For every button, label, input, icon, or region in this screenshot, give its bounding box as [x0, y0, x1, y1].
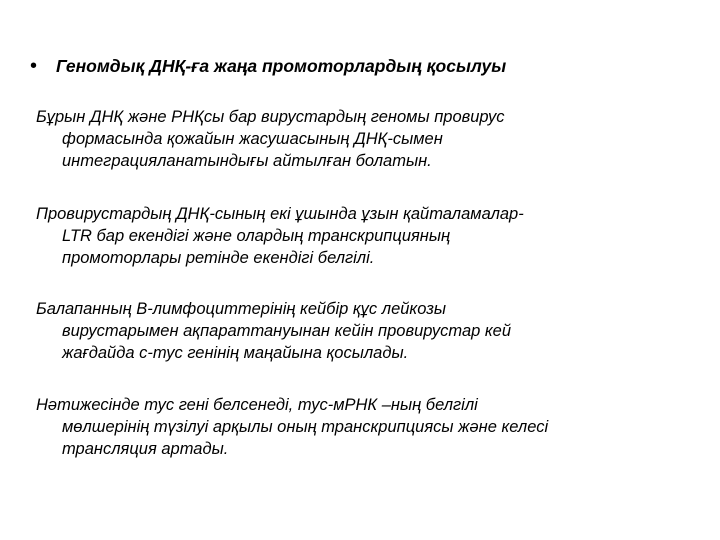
paragraph-2 [36, 203, 696, 269]
paragraph-line: мөлшерінің түзілуі арқылы оның транскрипциясы және келесі [62, 418, 549, 436]
paragraph-1 [36, 106, 696, 172]
paragraph-line: интеграцияланатындығы айтылған болатын. [62, 152, 432, 170]
paragraph-line: жағдайда с-тус генінің маңайына қосылады. [62, 344, 409, 362]
paragraph-line: промоторлары ретінде екендігі белгілі. [62, 249, 375, 267]
paragraph-line: вирустарымен ақпараттануынан кейін провирустар кей [62, 322, 512, 340]
paragraph-line: Бұрын ДНҚ және РНҚсы бар вирустардың геномы провирус [36, 108, 505, 126]
paragraph-4 [36, 394, 696, 460]
paragraph-line: Провирустардың ДНҚ-сының екі ұшында ұзын қайталамалар- [36, 205, 524, 223]
paragraph-line: LTR бар екендігі және олардың транскрипцияның [62, 227, 451, 245]
paragraph-line: формасында қожайын жасушасының ДНҚ-сымен [62, 130, 443, 148]
slide-heading [30, 54, 700, 78]
heading-text: Геномдық ДНҚ-ға жаңа промоторлардың қосылуы [56, 56, 507, 76]
paragraph-line: Нәтижесінде тус гені белсенеді, тус-мРНК –ның белгілі [36, 396, 478, 414]
paragraph-3 [36, 298, 696, 364]
paragraph-line: Балапанның В-лимфоциттерінің кейбір құс лейкозы [36, 300, 447, 318]
paragraph-line: трансляция артады. [62, 440, 229, 458]
bullet-icon: • [30, 55, 38, 77]
